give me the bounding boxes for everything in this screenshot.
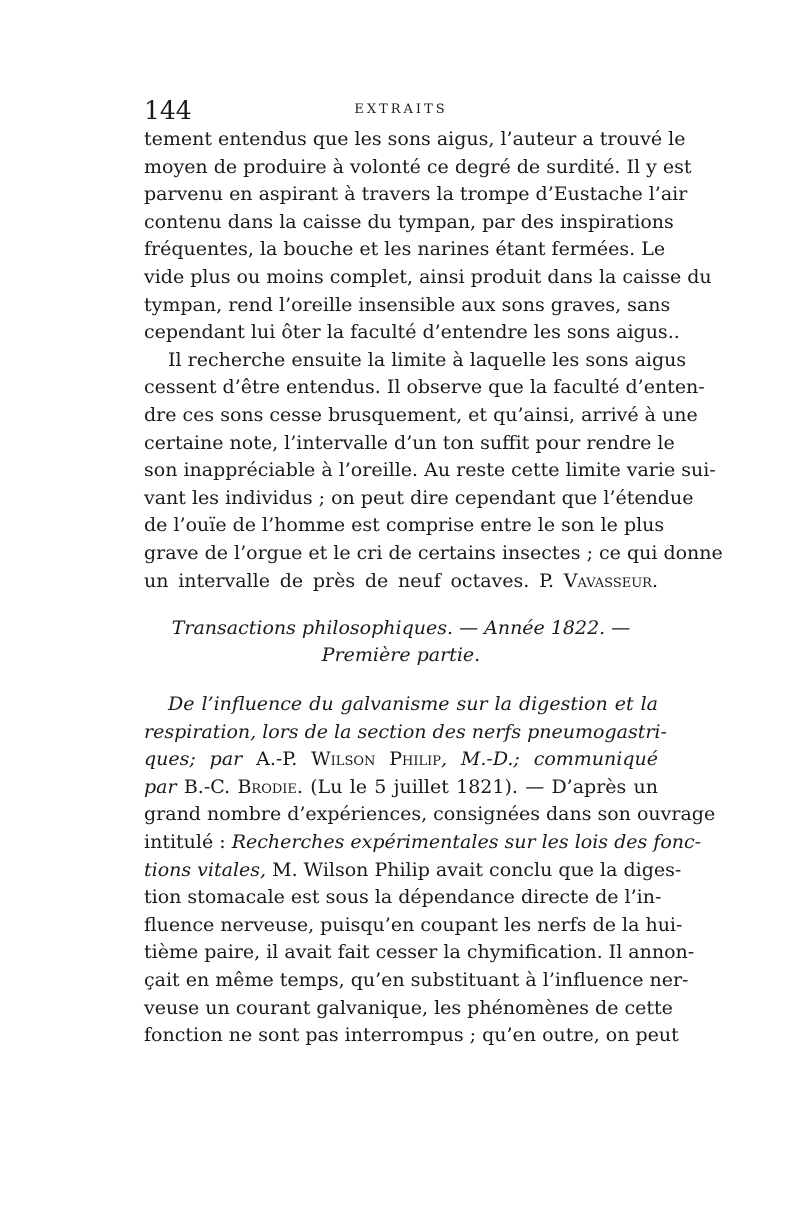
section-heading <box>144 615 658 669</box>
author-name: Brodie. <box>237 775 303 798</box>
text-fragment: , M.-D.; communiqué <box>441 748 658 771</box>
text-line: tement entendus que les sons aigus, l’auteur a trouvé le <box>144 128 686 150</box>
text-line: de l’ouïe de l’homme est comprise entre le son le plus <box>144 514 665 537</box>
text-line: moyen de produire à volonté ce degré de surdité. Il y est <box>144 155 692 178</box>
author-initials: B.-C. <box>183 775 231 798</box>
text-fragment: ques; par <box>144 748 243 771</box>
text-line: fluence nerveuse, puisqu’en coupant les nerfs de la hui- <box>144 913 683 936</box>
text-line: grand nombre d’expériences, consignées dans son ouvrage <box>144 803 716 826</box>
text-line <box>144 774 658 802</box>
book-title: Recherches expérimentales sur les lois des fonc- <box>231 831 702 854</box>
text-fragment: (Lu le 5 juillet 1821). — D’après un <box>310 775 659 798</box>
text-fragment: M. Wilson Philip avait conclu que la diges- <box>272 858 682 881</box>
author-initials: A.-P. <box>256 748 298 771</box>
book-title: tions vitales, <box>144 858 267 881</box>
section-heading-line: Transactions philosophiques. — Année 1822. — <box>171 617 631 640</box>
article-title-line: respiration, lors de la section des nerfs pneumogastri- <box>144 720 667 743</box>
page-header <box>144 96 658 126</box>
text-line <box>144 829 702 857</box>
author-signature: P. Vavasseur. <box>539 569 658 592</box>
article-title-line: De l’influence du galvanisme sur la digestion et la <box>168 693 658 716</box>
page-number: 144 <box>144 96 192 125</box>
text-line: Il recherche ensuite la limite à laquelle les sons aigus <box>168 348 687 371</box>
text-line <box>144 746 658 774</box>
book-page <box>144 96 723 1050</box>
text-line: cependant lui ôter la faculté d’entendre les sons aigus.. <box>144 321 680 344</box>
text-line-with-signature <box>144 568 658 596</box>
text-line: vant les individus ; on peut dire cependant que l’étendue <box>144 486 694 509</box>
text-line <box>144 857 682 885</box>
running-title: EXTRAITS <box>354 102 448 117</box>
text-line: dre ces sons cesse brusquement, et qu’ainsi, arrivé à une <box>144 403 698 426</box>
text-fragment: intitulé : <box>144 831 226 854</box>
text-line: fonction ne sont pas interrompus ; qu’en outre, on peut <box>144 1024 679 1047</box>
text-line: tion stomacale est sous la dépendance directe de l’in- <box>144 886 662 909</box>
text-line: grave de l’orgue et le cri de certains insectes ; ce qui donne <box>144 541 723 564</box>
text-line: tympan, rend l’oreille insensible aux sons graves, sans <box>144 293 671 316</box>
section-heading-line: Première partie. <box>321 644 481 667</box>
text-line: vide plus ou moins complet, ainsi produit dans la caisse du <box>144 265 712 288</box>
text-line: veuse un courant galvanique, les phénomènes de cette <box>144 996 673 1019</box>
text-fragment: par <box>144 775 177 798</box>
text-line: certaine note, l’intervalle d’un ton suffit pour rendre le <box>144 431 675 454</box>
paragraph-sound-limit <box>144 347 723 595</box>
text-line-end: un intervalle de près de neuf octaves. <box>144 569 530 592</box>
text-line: son inappréciable à l’oreille. Au reste cette limite varie sui- <box>144 459 716 482</box>
text-line: fréquentes, la bouche et les narines étant fermées. Le <box>144 238 666 261</box>
text-line: çait en même temps, qu’en substituant à l’influence ner- <box>144 969 689 992</box>
text-line: parvenu en aspirant à travers la trompe d’Eustache l’air <box>144 183 688 206</box>
paragraph-continuation <box>144 126 712 347</box>
author-name: Wilson Philip <box>311 748 442 771</box>
text-line: contenu dans la caisse du tympan, par des inspirations <box>144 210 674 233</box>
text-line: tième paire, il avait fait cesser la chymification. Il annon- <box>144 941 695 964</box>
text-line: cessent d’être entendus. Il observe que la faculté d’enten- <box>144 376 705 399</box>
paragraph-galvanism <box>144 691 716 1050</box>
